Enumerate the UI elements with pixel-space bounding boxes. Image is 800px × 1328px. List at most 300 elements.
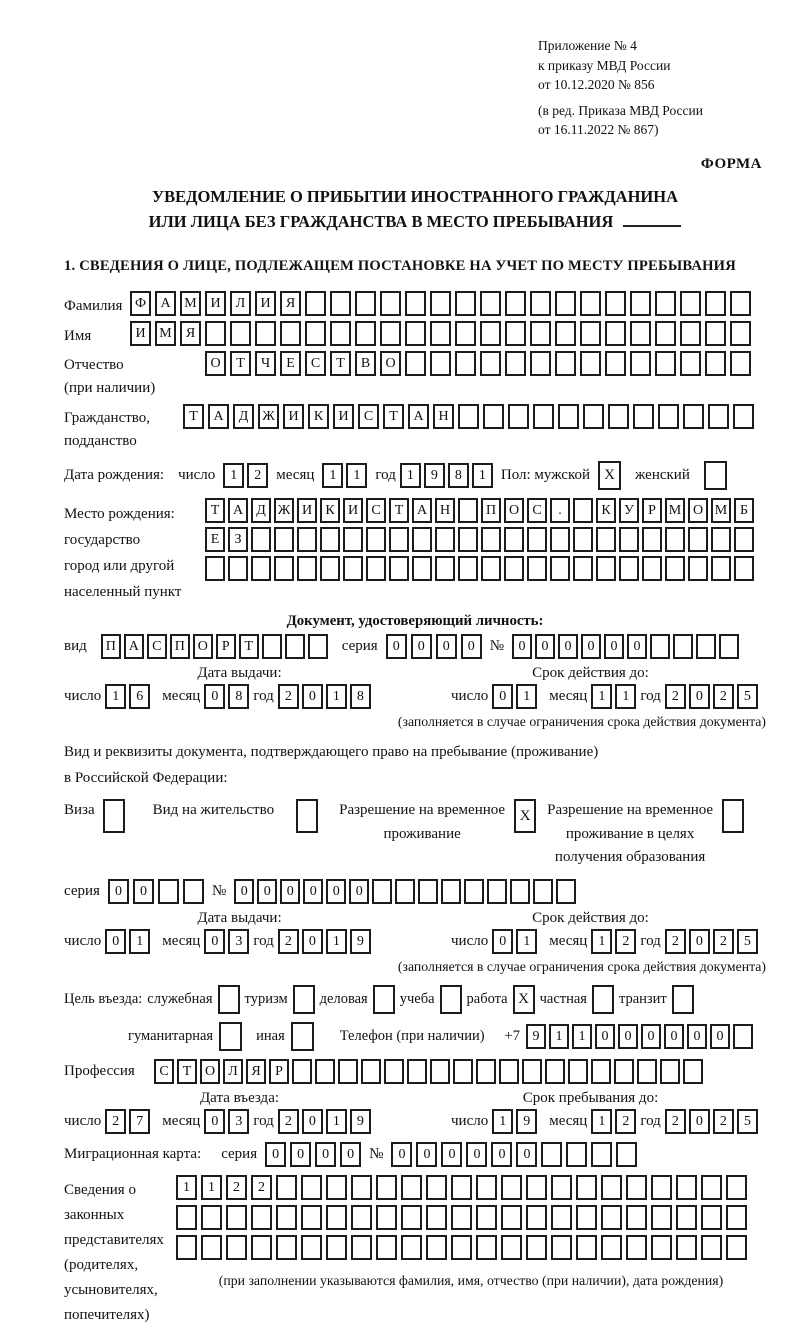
char-cell[interactable] bbox=[481, 527, 501, 552]
char-cell[interactable]: 1 bbox=[326, 684, 347, 709]
char-cell[interactable]: 0 bbox=[257, 879, 277, 904]
char-cell[interactable]: . bbox=[550, 498, 570, 523]
char-cell[interactable] bbox=[251, 527, 271, 552]
char-cell[interactable]: О bbox=[504, 498, 524, 523]
char-cell[interactable]: Ч bbox=[255, 351, 276, 376]
char-cell[interactable] bbox=[719, 634, 739, 659]
char-cell[interactable]: Т bbox=[205, 498, 225, 523]
char-cell[interactable] bbox=[320, 556, 340, 581]
char-cell[interactable]: Т bbox=[230, 351, 251, 376]
char-cell[interactable] bbox=[426, 1205, 447, 1230]
char-cell[interactable] bbox=[355, 321, 376, 346]
char-cell[interactable] bbox=[412, 527, 432, 552]
char-cell[interactable] bbox=[426, 1175, 447, 1200]
char-cell[interactable] bbox=[297, 527, 317, 552]
char-cell[interactable] bbox=[533, 404, 554, 429]
char-cell[interactable] bbox=[614, 1059, 634, 1084]
char-cell[interactable]: 2 bbox=[278, 684, 299, 709]
char-cell[interactable]: 1 bbox=[176, 1175, 197, 1200]
char-cell[interactable] bbox=[401, 1235, 422, 1260]
char-cell[interactable]: О bbox=[205, 351, 226, 376]
char-cell[interactable] bbox=[526, 1205, 547, 1230]
char-cell[interactable] bbox=[384, 1059, 404, 1084]
char-cell[interactable] bbox=[708, 404, 729, 429]
char-cell[interactable] bbox=[658, 404, 679, 429]
char-cell[interactable] bbox=[499, 1059, 519, 1084]
char-cell[interactable] bbox=[476, 1205, 497, 1230]
char-cell[interactable]: К bbox=[596, 498, 616, 523]
char-cell[interactable]: Т bbox=[183, 404, 204, 429]
char-cell[interactable] bbox=[412, 556, 432, 581]
char-cell[interactable] bbox=[651, 1235, 672, 1260]
char-cell[interactable] bbox=[680, 351, 701, 376]
char-cell[interactable] bbox=[301, 1205, 322, 1230]
char-cell[interactable]: 2 bbox=[615, 1109, 636, 1134]
char-cell[interactable]: 0 bbox=[133, 879, 154, 904]
char-cell[interactable]: 0 bbox=[326, 879, 346, 904]
char-cell[interactable]: 0 bbox=[411, 634, 432, 659]
char-cell[interactable]: 0 bbox=[204, 684, 225, 709]
char-cell[interactable] bbox=[376, 1175, 397, 1200]
char-cell[interactable] bbox=[305, 291, 326, 316]
sex-male-checkbox[interactable]: X bbox=[598, 461, 621, 490]
char-cell[interactable] bbox=[655, 291, 676, 316]
char-cell[interactable] bbox=[251, 1235, 272, 1260]
char-cell[interactable] bbox=[464, 879, 484, 904]
char-cell[interactable] bbox=[458, 527, 478, 552]
char-cell[interactable]: 2 bbox=[105, 1109, 126, 1134]
char-cell[interactable]: 2 bbox=[665, 1109, 686, 1134]
char-cell[interactable]: М bbox=[665, 498, 685, 523]
char-cell[interactable] bbox=[580, 351, 601, 376]
char-cell[interactable]: П bbox=[101, 634, 121, 659]
char-cell[interactable] bbox=[405, 291, 426, 316]
char-cell[interactable] bbox=[380, 291, 401, 316]
char-cell[interactable]: 0 bbox=[340, 1142, 361, 1167]
char-cell[interactable] bbox=[696, 634, 716, 659]
char-cell[interactable]: 9 bbox=[526, 1024, 546, 1049]
char-cell[interactable] bbox=[530, 351, 551, 376]
char-cell[interactable] bbox=[630, 321, 651, 346]
purpose-humanitarian-checkbox[interactable] bbox=[219, 1022, 242, 1051]
char-cell[interactable]: 2 bbox=[251, 1175, 272, 1200]
char-cell[interactable]: С bbox=[154, 1059, 174, 1084]
char-cell[interactable] bbox=[480, 291, 501, 316]
char-cell[interactable] bbox=[389, 527, 409, 552]
char-cell[interactable]: 8 bbox=[228, 684, 249, 709]
char-cell[interactable]: 0 bbox=[641, 1024, 661, 1049]
char-cell[interactable]: 0 bbox=[204, 1109, 225, 1134]
char-cell[interactable] bbox=[619, 556, 639, 581]
char-cell[interactable] bbox=[680, 321, 701, 346]
char-cell[interactable] bbox=[626, 1235, 647, 1260]
char-cell[interactable]: 2 bbox=[665, 929, 686, 954]
char-cell[interactable] bbox=[326, 1205, 347, 1230]
char-cell[interactable] bbox=[522, 1059, 542, 1084]
char-cell[interactable]: Ж bbox=[258, 404, 279, 429]
purpose-work-checkbox[interactable]: X bbox=[513, 985, 535, 1014]
char-cell[interactable]: 0 bbox=[516, 1142, 537, 1167]
char-cell[interactable] bbox=[407, 1059, 427, 1084]
char-cell[interactable]: 2 bbox=[278, 929, 299, 954]
char-cell[interactable]: 0 bbox=[689, 929, 710, 954]
char-cell[interactable]: Н bbox=[433, 404, 454, 429]
char-cell[interactable] bbox=[226, 1235, 247, 1260]
char-cell[interactable] bbox=[480, 321, 501, 346]
char-cell[interactable]: П bbox=[481, 498, 501, 523]
char-cell[interactable] bbox=[476, 1175, 497, 1200]
char-cell[interactable] bbox=[630, 351, 651, 376]
char-cell[interactable] bbox=[605, 321, 626, 346]
char-cell[interactable]: А bbox=[408, 404, 429, 429]
char-cell[interactable]: П bbox=[170, 634, 190, 659]
char-cell[interactable] bbox=[601, 1205, 622, 1230]
char-cell[interactable]: 0 bbox=[604, 634, 624, 659]
char-cell[interactable] bbox=[505, 351, 526, 376]
char-cell[interactable]: 0 bbox=[234, 879, 254, 904]
char-cell[interactable] bbox=[441, 879, 461, 904]
char-cell[interactable] bbox=[683, 404, 704, 429]
char-cell[interactable] bbox=[305, 321, 326, 346]
char-cell[interactable] bbox=[255, 321, 276, 346]
char-cell[interactable]: 0 bbox=[595, 1024, 615, 1049]
char-cell[interactable] bbox=[430, 1059, 450, 1084]
char-cell[interactable]: 2 bbox=[713, 1109, 734, 1134]
char-cell[interactable]: 0 bbox=[436, 634, 457, 659]
char-cell[interactable]: 8 bbox=[448, 463, 469, 488]
char-cell[interactable] bbox=[676, 1235, 697, 1260]
char-cell[interactable]: 1 bbox=[615, 684, 636, 709]
char-cell[interactable]: 0 bbox=[105, 929, 126, 954]
char-cell[interactable] bbox=[501, 1175, 522, 1200]
char-cell[interactable] bbox=[276, 1235, 297, 1260]
char-cell[interactable]: 0 bbox=[689, 684, 710, 709]
char-cell[interactable] bbox=[508, 404, 529, 429]
char-cell[interactable]: 1 bbox=[591, 684, 612, 709]
char-cell[interactable]: 1 bbox=[105, 684, 126, 709]
char-cell[interactable]: С bbox=[527, 498, 547, 523]
char-cell[interactable] bbox=[711, 556, 731, 581]
char-cell[interactable]: 0 bbox=[302, 929, 323, 954]
char-cell[interactable] bbox=[501, 1235, 522, 1260]
char-cell[interactable] bbox=[308, 634, 328, 659]
char-cell[interactable] bbox=[530, 291, 551, 316]
char-cell[interactable] bbox=[576, 1205, 597, 1230]
char-cell[interactable]: И bbox=[130, 321, 151, 346]
char-cell[interactable]: 1 bbox=[472, 463, 493, 488]
char-cell[interactable] bbox=[726, 1175, 747, 1200]
char-cell[interactable]: Б bbox=[734, 498, 754, 523]
char-cell[interactable] bbox=[458, 556, 478, 581]
char-cell[interactable] bbox=[451, 1175, 472, 1200]
char-cell[interactable] bbox=[616, 1142, 637, 1167]
char-cell[interactable]: М bbox=[180, 291, 201, 316]
char-cell[interactable] bbox=[476, 1235, 497, 1260]
char-cell[interactable]: Я bbox=[280, 291, 301, 316]
char-cell[interactable]: 2 bbox=[226, 1175, 247, 1200]
char-cell[interactable] bbox=[458, 404, 479, 429]
char-cell[interactable] bbox=[395, 879, 415, 904]
char-cell[interactable]: 8 bbox=[350, 684, 371, 709]
char-cell[interactable] bbox=[730, 291, 751, 316]
char-cell[interactable] bbox=[573, 498, 593, 523]
char-cell[interactable] bbox=[680, 291, 701, 316]
char-cell[interactable] bbox=[601, 1235, 622, 1260]
char-cell[interactable] bbox=[541, 1142, 562, 1167]
char-cell[interactable]: И bbox=[205, 291, 226, 316]
char-cell[interactable]: 0 bbox=[627, 634, 647, 659]
char-cell[interactable] bbox=[315, 1059, 335, 1084]
char-cell[interactable] bbox=[583, 404, 604, 429]
char-cell[interactable]: 0 bbox=[416, 1142, 437, 1167]
char-cell[interactable] bbox=[501, 1205, 522, 1230]
char-cell[interactable]: 0 bbox=[689, 1109, 710, 1134]
char-cell[interactable] bbox=[637, 1059, 657, 1084]
char-cell[interactable]: 0 bbox=[349, 879, 369, 904]
char-cell[interactable]: 1 bbox=[322, 463, 343, 488]
char-cell[interactable]: 0 bbox=[492, 684, 513, 709]
purpose-study-checkbox[interactable] bbox=[440, 985, 462, 1014]
char-cell[interactable]: 1 bbox=[492, 1109, 513, 1134]
char-cell[interactable]: О bbox=[688, 498, 708, 523]
char-cell[interactable] bbox=[551, 1205, 572, 1230]
char-cell[interactable]: 0 bbox=[687, 1024, 707, 1049]
char-cell[interactable]: 0 bbox=[290, 1142, 311, 1167]
char-cell[interactable] bbox=[487, 879, 507, 904]
char-cell[interactable]: М bbox=[155, 321, 176, 346]
char-cell[interactable]: И bbox=[297, 498, 317, 523]
char-cell[interactable] bbox=[435, 556, 455, 581]
char-cell[interactable]: Р bbox=[642, 498, 662, 523]
char-cell[interactable] bbox=[651, 1175, 672, 1200]
char-cell[interactable] bbox=[701, 1205, 722, 1230]
purpose-private-checkbox[interactable] bbox=[592, 985, 614, 1014]
char-cell[interactable] bbox=[274, 556, 294, 581]
char-cell[interactable] bbox=[705, 321, 726, 346]
char-cell[interactable] bbox=[481, 556, 501, 581]
char-cell[interactable]: 0 bbox=[461, 634, 482, 659]
char-cell[interactable] bbox=[556, 879, 576, 904]
char-cell[interactable] bbox=[455, 321, 476, 346]
char-cell[interactable] bbox=[351, 1235, 372, 1260]
char-cell[interactable]: 1 bbox=[516, 929, 537, 954]
char-cell[interactable] bbox=[605, 291, 626, 316]
visa-checkbox[interactable] bbox=[103, 799, 125, 833]
char-cell[interactable]: 0 bbox=[710, 1024, 730, 1049]
char-cell[interactable] bbox=[343, 527, 363, 552]
char-cell[interactable] bbox=[426, 1235, 447, 1260]
char-cell[interactable]: Я bbox=[246, 1059, 266, 1084]
char-cell[interactable] bbox=[726, 1205, 747, 1230]
char-cell[interactable] bbox=[504, 527, 524, 552]
char-cell[interactable]: И bbox=[343, 498, 363, 523]
char-cell[interactable] bbox=[633, 404, 654, 429]
char-cell[interactable]: М bbox=[711, 498, 731, 523]
char-cell[interactable] bbox=[292, 1059, 312, 1084]
char-cell[interactable] bbox=[545, 1059, 565, 1084]
char-cell[interactable]: Я bbox=[180, 321, 201, 346]
char-cell[interactable]: 0 bbox=[491, 1142, 512, 1167]
char-cell[interactable] bbox=[576, 1175, 597, 1200]
char-cell[interactable]: 3 bbox=[228, 929, 249, 954]
char-cell[interactable]: Д bbox=[233, 404, 254, 429]
char-cell[interactable] bbox=[389, 556, 409, 581]
char-cell[interactable] bbox=[351, 1175, 372, 1200]
char-cell[interactable]: 1 bbox=[326, 1109, 347, 1134]
char-cell[interactable]: А bbox=[208, 404, 229, 429]
char-cell[interactable]: О bbox=[193, 634, 213, 659]
char-cell[interactable] bbox=[320, 527, 340, 552]
char-cell[interactable]: 9 bbox=[516, 1109, 537, 1134]
char-cell[interactable]: К bbox=[320, 498, 340, 523]
char-cell[interactable] bbox=[688, 556, 708, 581]
char-cell[interactable] bbox=[451, 1235, 472, 1260]
char-cell[interactable] bbox=[665, 527, 685, 552]
sex-female-checkbox[interactable] bbox=[704, 461, 727, 490]
char-cell[interactable]: В bbox=[355, 351, 376, 376]
char-cell[interactable]: Е bbox=[280, 351, 301, 376]
char-cell[interactable] bbox=[228, 556, 248, 581]
char-cell[interactable]: 2 bbox=[247, 463, 268, 488]
char-cell[interactable]: Т bbox=[330, 351, 351, 376]
char-cell[interactable] bbox=[276, 1175, 297, 1200]
char-cell[interactable]: 0 bbox=[386, 634, 407, 659]
char-cell[interactable] bbox=[733, 404, 754, 429]
char-cell[interactable] bbox=[430, 321, 451, 346]
char-cell[interactable] bbox=[301, 1235, 322, 1260]
char-cell[interactable]: 9 bbox=[424, 463, 445, 488]
char-cell[interactable] bbox=[673, 634, 693, 659]
char-cell[interactable] bbox=[665, 556, 685, 581]
char-cell[interactable] bbox=[527, 527, 547, 552]
char-cell[interactable] bbox=[343, 556, 363, 581]
char-cell[interactable] bbox=[451, 1205, 472, 1230]
char-cell[interactable] bbox=[705, 351, 726, 376]
char-cell[interactable]: И bbox=[255, 291, 276, 316]
char-cell[interactable]: Р bbox=[216, 634, 236, 659]
char-cell[interactable] bbox=[526, 1175, 547, 1200]
char-cell[interactable] bbox=[550, 556, 570, 581]
char-cell[interactable] bbox=[201, 1205, 222, 1230]
char-cell[interactable] bbox=[372, 879, 392, 904]
char-cell[interactable] bbox=[576, 1235, 597, 1260]
purpose-official-checkbox[interactable] bbox=[218, 985, 240, 1014]
purpose-transit-checkbox[interactable] bbox=[672, 985, 694, 1014]
char-cell[interactable]: 2 bbox=[713, 684, 734, 709]
char-cell[interactable] bbox=[526, 1235, 547, 1260]
char-cell[interactable]: 0 bbox=[302, 1109, 323, 1134]
char-cell[interactable] bbox=[176, 1235, 197, 1260]
char-cell[interactable] bbox=[676, 1205, 697, 1230]
char-cell[interactable] bbox=[701, 1175, 722, 1200]
char-cell[interactable] bbox=[550, 527, 570, 552]
char-cell[interactable]: Д bbox=[251, 498, 271, 523]
char-cell[interactable] bbox=[580, 291, 601, 316]
char-cell[interactable]: 2 bbox=[665, 684, 686, 709]
char-cell[interactable]: 0 bbox=[558, 634, 578, 659]
char-cell[interactable] bbox=[251, 1205, 272, 1230]
char-cell[interactable]: А bbox=[124, 634, 144, 659]
char-cell[interactable]: 0 bbox=[204, 929, 225, 954]
char-cell[interactable]: Р bbox=[269, 1059, 289, 1084]
char-cell[interactable] bbox=[705, 291, 726, 316]
char-cell[interactable] bbox=[330, 321, 351, 346]
char-cell[interactable] bbox=[573, 556, 593, 581]
char-cell[interactable] bbox=[430, 291, 451, 316]
char-cell[interactable] bbox=[711, 527, 731, 552]
residence-permit-checkbox[interactable] bbox=[296, 799, 318, 833]
char-cell[interactable]: 1 bbox=[326, 929, 347, 954]
char-cell[interactable]: З bbox=[228, 527, 248, 552]
char-cell[interactable] bbox=[566, 1142, 587, 1167]
char-cell[interactable] bbox=[558, 404, 579, 429]
char-cell[interactable] bbox=[701, 1235, 722, 1260]
char-cell[interactable] bbox=[276, 1205, 297, 1230]
char-cell[interactable] bbox=[596, 556, 616, 581]
char-cell[interactable]: 2 bbox=[278, 1109, 299, 1134]
char-cell[interactable] bbox=[683, 1059, 703, 1084]
char-cell[interactable]: 0 bbox=[391, 1142, 412, 1167]
char-cell[interactable]: О bbox=[200, 1059, 220, 1084]
char-cell[interactable] bbox=[655, 321, 676, 346]
char-cell[interactable] bbox=[376, 1205, 397, 1230]
char-cell[interactable]: 3 bbox=[228, 1109, 249, 1134]
char-cell[interactable]: 0 bbox=[108, 879, 129, 904]
char-cell[interactable] bbox=[176, 1205, 197, 1230]
char-cell[interactable] bbox=[205, 321, 226, 346]
char-cell[interactable]: 6 bbox=[129, 684, 150, 709]
char-cell[interactable]: О bbox=[380, 351, 401, 376]
char-cell[interactable]: С bbox=[147, 634, 167, 659]
char-cell[interactable]: Т bbox=[389, 498, 409, 523]
char-cell[interactable]: 5 bbox=[737, 684, 758, 709]
char-cell[interactable]: 0 bbox=[581, 634, 601, 659]
char-cell[interactable] bbox=[555, 351, 576, 376]
char-cell[interactable] bbox=[527, 556, 547, 581]
char-cell[interactable] bbox=[455, 291, 476, 316]
char-cell[interactable] bbox=[642, 556, 662, 581]
char-cell[interactable] bbox=[551, 1175, 572, 1200]
char-cell[interactable] bbox=[297, 556, 317, 581]
char-cell[interactable] bbox=[533, 879, 553, 904]
char-cell[interactable] bbox=[608, 404, 629, 429]
char-cell[interactable] bbox=[551, 1235, 572, 1260]
char-cell[interactable] bbox=[505, 321, 526, 346]
char-cell[interactable] bbox=[401, 1175, 422, 1200]
char-cell[interactable]: И bbox=[333, 404, 354, 429]
char-cell[interactable]: 0 bbox=[441, 1142, 462, 1167]
char-cell[interactable]: 0 bbox=[466, 1142, 487, 1167]
char-cell[interactable] bbox=[651, 1205, 672, 1230]
char-cell[interactable] bbox=[591, 1059, 611, 1084]
char-cell[interactable]: 1 bbox=[201, 1175, 222, 1200]
char-cell[interactable]: 9 bbox=[350, 929, 371, 954]
char-cell[interactable] bbox=[262, 634, 282, 659]
temp-residence-education-checkbox[interactable] bbox=[722, 799, 744, 833]
char-cell[interactable]: Е bbox=[205, 527, 225, 552]
char-cell[interactable]: 0 bbox=[315, 1142, 336, 1167]
char-cell[interactable] bbox=[733, 1024, 753, 1049]
char-cell[interactable] bbox=[435, 527, 455, 552]
char-cell[interactable]: Ж bbox=[274, 498, 294, 523]
char-cell[interactable] bbox=[655, 351, 676, 376]
char-cell[interactable]: И bbox=[283, 404, 304, 429]
char-cell[interactable]: 0 bbox=[512, 634, 532, 659]
char-cell[interactable] bbox=[205, 556, 225, 581]
char-cell[interactable] bbox=[285, 634, 305, 659]
char-cell[interactable] bbox=[330, 291, 351, 316]
char-cell[interactable] bbox=[230, 321, 251, 346]
